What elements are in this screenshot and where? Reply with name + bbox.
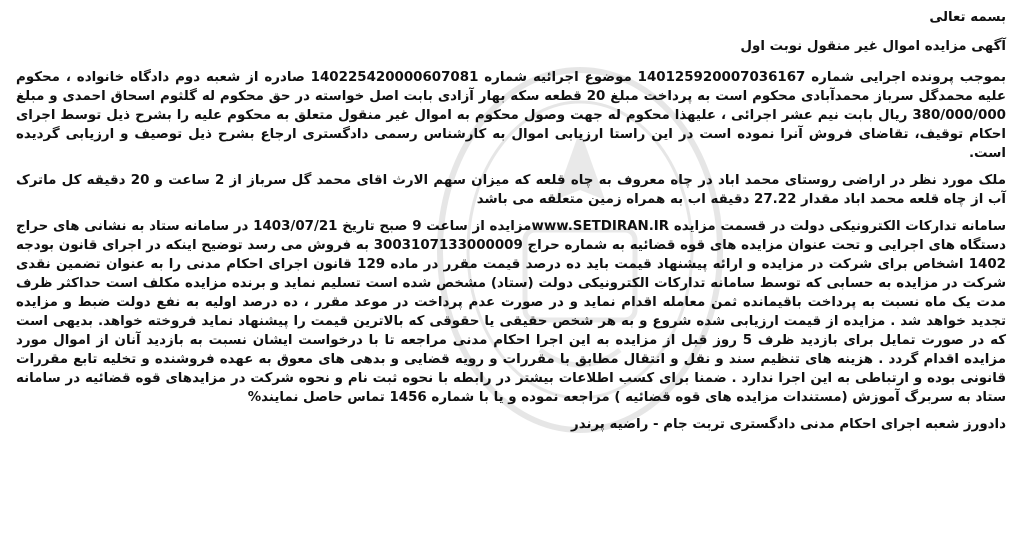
paragraph-property-description: ملک مورد نظر در اراضی روستای محمد اباد در چاه معروف به چاه قلعه که میزان سهم الارث اقای محمد گل سرباز از 2 ساعت و 20 دقیقه کل ماترک آب از چاه قلعه محمد اباد مقدار 27.22 دقیقه اب به همراه زمین متعلقه می باشد	[16, 173, 1007, 207]
paragraph-case-details: بموجب پرونده اجرایی شماره 140125920007036167 موضوع اجرائیه شماره 140225420000607081 صادره از شعبه دوم دادگاه خانواده ، محکوم علیه محمدگل سرباز محمدآبادی محکوم است به پرداخت مبلغ 20 قطعه سکه بهار آزادی بابت اصل خواسته در حق محکوم له گلثوم اسحاق احمدی و مبلغ 380/000/000 ریال بابت نیم عشر اجرائی ، علیهذا محکوم له جهت وصول محکوم به اموال غیر منقول متعلق به محکوم علیه را بشرح ذیل توسط اجرای احکام توقیف، تقاضای فروش آنرا نموده است در این راستا ارزیابی اموال به کارشناس رسمی دادگستری ارجاع بشرح ذیل توصیف و ارزیابی گردیده است.	[16, 70, 1007, 161]
basmala-heading: بسمه تعالی	[929, 10, 1006, 25]
auction-notice-document	[16, 6, 1006, 434]
paragraph-auction-terms: سامانه تدارکات الکترونیکی دولت در قسمت مزایده www.SETDIRAN.IRمزایده از ساعت 9 صبح تاریخ 1403/07/21 در سامانه ستاد به نشانی های حراج دستگاه های اجرایی و تحت عنوان مزایده های قوه قضائیه به شماره حراج 3003107133000009 به فروش می رسد توضیح اینکه در اجرای قانون بودجه 1402 اشخاص برای شرکت در مزایده و ارائه پیشنهاد قیمت باید ده درصد قیمت مقرر در ماده 129 قانون اجرای احکام مدنی را به عنوان تضمین نقدی شرکت در مزایده به حسابی که توسط سامانه تدارکات الکترونیکی دولت (ستاد) مشخص شده است تسلیم نماید و برنده مزایده مکلف است حداکثر ظرف مدت یک ماه نسبت به پرداخت باقیمانده ثمن معامله اقدام نماید و در صورت عدم پرداخت در موعد مقرر ، ده درصد اولیه به نفع دولت ضبط و مزایده تجدید خواهد شد . مزایده از قیمت ارزیابی شده شروع و به هر شخص حقیقی یا حقوقی که بالاترین قیمت را پیشنهاد نماید فروخته خواهد. بدیهی است که در صورت تمایل برای بازدید ظرف 5 روز قبل از مزایده به این اجرا احکام مدنی مراجعه تا با درخواست ایشان نسبت به بازدید آنان از اموال مورد مزایده اقدام گردد . هزینه های تنظیم سند و نقل و انتقال مطابق با مقررات و رویه قضایی و بدهی های معوق به عهده فروشنده و تخلیه تابع مقررات قانونی بوده و ارتباطی به این اجرا ندارد . ضمنا برای کسب اطلاعات بیشتر در رابطه با نحوه ثبت نام و نحوه شرکت در مزایدهای قوه قضائیه در سامانه ستاد به سربرگ آموزش (مستندات مزایده های قوه قضائیه ) مراجعه نموده و یا با شماره 1456 تماس حاصل نمایند%	[16, 219, 1007, 405]
notice-title: آگهی مزایده اموال غیر منقول نوبت اول	[740, 39, 1006, 54]
signature-line: دادورز شعبه اجرای احکام مدنی دادگستری تربت جام - راضیه پرندر	[571, 417, 1006, 432]
